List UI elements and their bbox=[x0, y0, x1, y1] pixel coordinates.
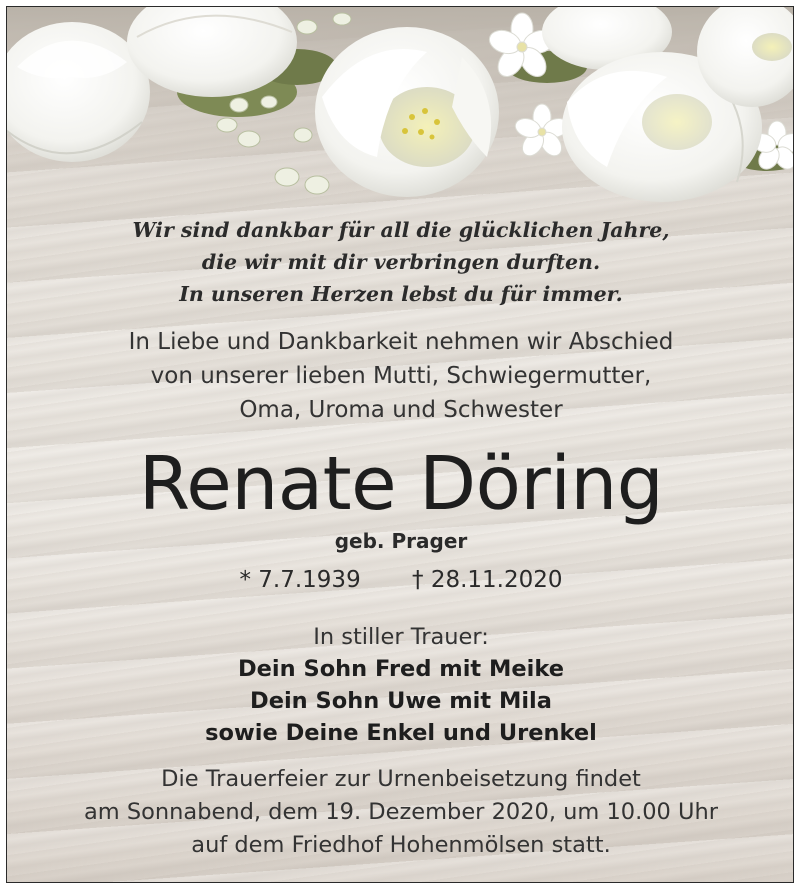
deceased-name: Renate Döring bbox=[138, 441, 664, 527]
verse-line: Wir sind dankbar für all die glücklichen Jahre, bbox=[132, 218, 670, 242]
birth-name: geb. Prager bbox=[334, 529, 468, 553]
funeral-service-info bbox=[7, 763, 794, 862]
mourner-line: Dein Sohn Uwe mit Mila bbox=[250, 688, 552, 714]
intro-line: Oma, Uroma und Schwester bbox=[239, 397, 563, 423]
mourner-line: sowie Deine Enkel und Urenkel bbox=[205, 720, 597, 746]
farewell-intro bbox=[7, 325, 794, 427]
mourners-heading: In stiller Trauer: bbox=[313, 624, 489, 650]
memorial-verse bbox=[7, 214, 794, 310]
life-dates bbox=[7, 563, 794, 597]
service-line: Die Trauerfeier zur Urnenbeisetzung findet bbox=[161, 766, 641, 792]
service-line: auf dem Friedhof Hohenmölsen statt. bbox=[191, 832, 611, 858]
verse-line: die wir mit dir verbringen durften. bbox=[201, 250, 601, 274]
birth-date: * 7.7.1939 bbox=[239, 567, 361, 593]
obituary-card bbox=[6, 6, 794, 883]
verse-line: In unseren Herzen lebst du für immer. bbox=[179, 282, 623, 306]
death-date: † 28.11.2020 bbox=[412, 567, 563, 593]
white-tulips-image bbox=[7, 7, 794, 207]
service-line: am Sonnabend, dem 19. Dezember 2020, um 10.00 Uhr bbox=[83, 799, 719, 825]
mourner-line: Dein Sohn Fred mit Meike bbox=[238, 656, 564, 682]
mourners-list bbox=[7, 653, 794, 749]
intro-line: von unserer lieben Mutti, Schwiegermutter, bbox=[150, 363, 652, 389]
intro-line: In Liebe und Dankbarkeit nehmen wir Abschied bbox=[128, 329, 674, 355]
